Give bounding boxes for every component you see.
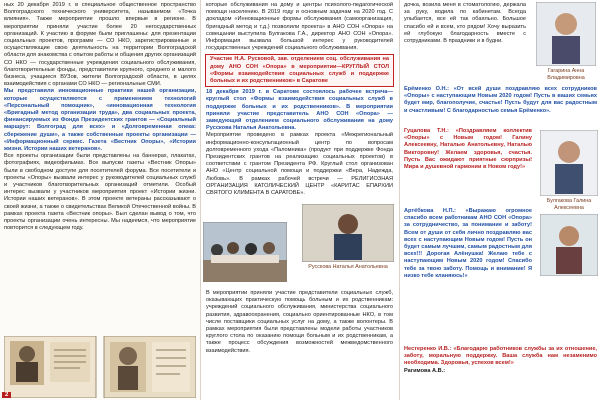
article-lead: 18 декабря 2019 г. в Саратове состоялось рабочее встреча—круглый стол «Формы взаимодействия социальных служб в поддержке больных и их родственников». В мероприятии приняли участие представитель АНО СОН «Опора» — заведующий отделением социального обслуживания на дому Русскова Наталья Анатольевна. bbox=[206, 89, 393, 132]
page-number: 2 bbox=[2, 392, 11, 398]
photo-caption: Булгакова Галина Алексеевна bbox=[546, 198, 592, 211]
column-middle bbox=[202, 0, 397, 400]
greeting-text: Гуцалова Т.Н.: «Поздравляем коллектив «Опоры» с Новым годом! Галину Алексеевну, Наталью Анатольевну, Наталью Викторовну! Желаем здоровья, счастья. Пусть Вас ожидают приятные сюрпризы! Мира и душевной гармонии в Новом году!» bbox=[404, 128, 532, 171]
article-paragraph: Мероприятие проведено в рамках проекта «Межрегиональный информационно-консультационный центр по вопросам долговременного ухода «Паломника» (продукт при поддержке Фонда Президентских грантов на реализацию социальных проектов) в соответствии с грантом Президента РФ. Круглый стол организован АНО «Центр социальной помощи и поддержки «Вера, Надежда, Любовь». В рамках рабочей встречи — РЕЛИГИОЗНАЯ ОРГАНИЗАЦИЯ КАТОЛИЧЕСКИЙ ЦЕНТР «КАРИТАС ЕПАРХИИ СВЯТОГО КЛИМЕНТА В САРАТОВЕ». bbox=[206, 132, 393, 197]
column-right bbox=[399, 0, 600, 400]
photo-caption: Русскова Наталья Анатольевна bbox=[308, 264, 388, 270]
portrait-gagarina bbox=[536, 2, 596, 66]
article-paragraph: В мероприятии приняли участие представители социальных служб, оказывающих практическую помощь больным и их родственникам: учреждений социального обслуживания, министерства социального развития, здравоохранения, социально ориентированные НКО, в том числе поставщики социальных услуг на дому, а также волонтеры. В рамках мероприятия были представлены модели работы участников круглого стола по оказанию помощи больным и их родственникам, а также процесс обсуждения возможностей межведомственного взаимодействия. bbox=[206, 290, 393, 354]
greeting-text: Ерёменко О.Н.: «От всей души поздравляю всех сотрудников «Опоры» с наступающим Новым 2020 годом! Пусть в ваших семьях будет мир, благополучие, счастье! Пусть будут для вас радостным и счастливым! С благодарностью семья Ерёменко». bbox=[404, 86, 597, 114]
article-headline: Участие Н.А. Русковой, зав. отделением соц. обслуживания на дому АНО СОН «Опора» в мероприятии—КРУГЛЫЙ СТОЛ «Формы взаимодействия социальных служб и поддержке больных и их родственников» в Саратове bbox=[210, 56, 389, 85]
portrait-image bbox=[540, 130, 598, 196]
portrait-photo bbox=[302, 204, 394, 262]
meeting-photo-image bbox=[203, 222, 287, 282]
article-paragraph: дочка, возила меня в стоматологию, держала за руку, водила по кабинетам. Всегда улыбается, все ей так обаяльно. Большое спасибо ей и всем, кто рядом! Хочу выразить ей глубокую благодарность вместе с сотрудниками. В праздники и в будни. bbox=[404, 2, 526, 45]
greeting-text: Нестеренко И.В.: «Благодарю работников службы за их отношение, заботу, моральную поддержку. Ваша служба нам незаменимо необходима. Здоровья, успехов всем!» bbox=[404, 346, 597, 367]
photo-caption: Гагарина Анна Владимировна bbox=[547, 68, 585, 81]
portrait-photo-image bbox=[302, 204, 394, 262]
article-highlight: Мы представили инновационные практики нашей организации, которые осуществляются с применением технологий «Персональный помощник», «инновационная технология «Бригадный метод организации труда», два социальных проекта, финансируемых из Фонда Президентских грантов — «Социальный маршрут: Волгоград для всех» и «Долговременная опека: сбережение души», а также собственные проекты организации — «Информационный сервис. Газета «Вестник Опоры», «Истории жизни. Истории наших ветеранов». bbox=[4, 88, 196, 153]
photo-strip bbox=[4, 336, 196, 398]
portrait-image bbox=[536, 2, 596, 66]
article-paragraph: Все проекты организации были представлены на баннерах, плакатах, фотографиях, видеофильмах. Все выпуски газеты «Вестник Опоры» были в свободном доступе для посетителей форума. Все посетители и проекты «Опоры» вызвали интерес у руководителей социальных служб и участников благотворительных организаций отметили. Особый интерес вызвали у участников мероприятия проект «Истории жизни. Истории наших ветеранов». В этом проекте ветераны рассказывают о своей жизни, а также о свидетельствах Великой Отечественной войны. В рамках проекта газета «Вестник опоры». Был сделан вывод о том, что проекты организации очень интересны. Мы надеемся, что мероприятие повторится в следующем году. bbox=[4, 153, 196, 232]
article-headline-box bbox=[205, 54, 394, 87]
portrait-grandmother bbox=[540, 214, 598, 276]
greeting-text: Артёбкова Н.П.: «Выражаю огромное спасибо всем работникам АНО СОН «Опора» за сотрудничество, за понимание и заботу! Всем от души от себя лично поздравляю вас всех с наступающим Новым годом! Пусть он будет самым лучшим, самым радостным для всех!!! Дорогая Алёнушка! Желаю тебе с наступающим Новым 2020 годом! Спасибо тебе за твою заботу. Помощь и внимание! Я низко тебе кланяюсь!» bbox=[404, 208, 532, 279]
portrait-image bbox=[540, 214, 598, 276]
portrait-bulgakova bbox=[540, 130, 598, 196]
veterans-photos bbox=[4, 336, 196, 398]
column-left bbox=[0, 0, 201, 400]
greeting-author: Рагимова А.В.: bbox=[404, 367, 446, 374]
article-paragraph: ных 20 декабря 2019 г. в специальное общественное пространство Волгоградского технического университета, называемом «Точка влияния». Также мероприятие прошло впервые в регионе. В мероприятии приняли участие более 20 негосударственных организаций. К участию в форуме были приглашены: для презентации социальных проектов, программ — СО НКО, зарегистрированные и осуществляющие свою деятельность на территории Волгоградской области для знакомства с опытом работы и общения других организаций СО НКО — государственные учреждения социального обслуживания, благотворительные фонды, представители крупного, среднего и малого бизнеса, учащиеся ВУЗов, жители Волгоградской области, в целях взаимодействия с органами СО НКО — региональные СМИ. bbox=[4, 2, 196, 88]
article-paragraph: которые обслуживания на дому и центры психолого-педагогической помощи населению. В 2019 году и основным задачам на 2020 год. С докладом «Инновационные формы обслуживания (самоорганизация, бригадный метод и т.д.) позволили проекта» в АНО СОН «Опора» на совещании выступила Булгакова Г.А., директор АНО СОН «Опора». Информация вызвала большой интерес у руководителей государственных учреждений социального обслуживания. bbox=[206, 2, 393, 52]
meeting-photo bbox=[203, 222, 287, 282]
